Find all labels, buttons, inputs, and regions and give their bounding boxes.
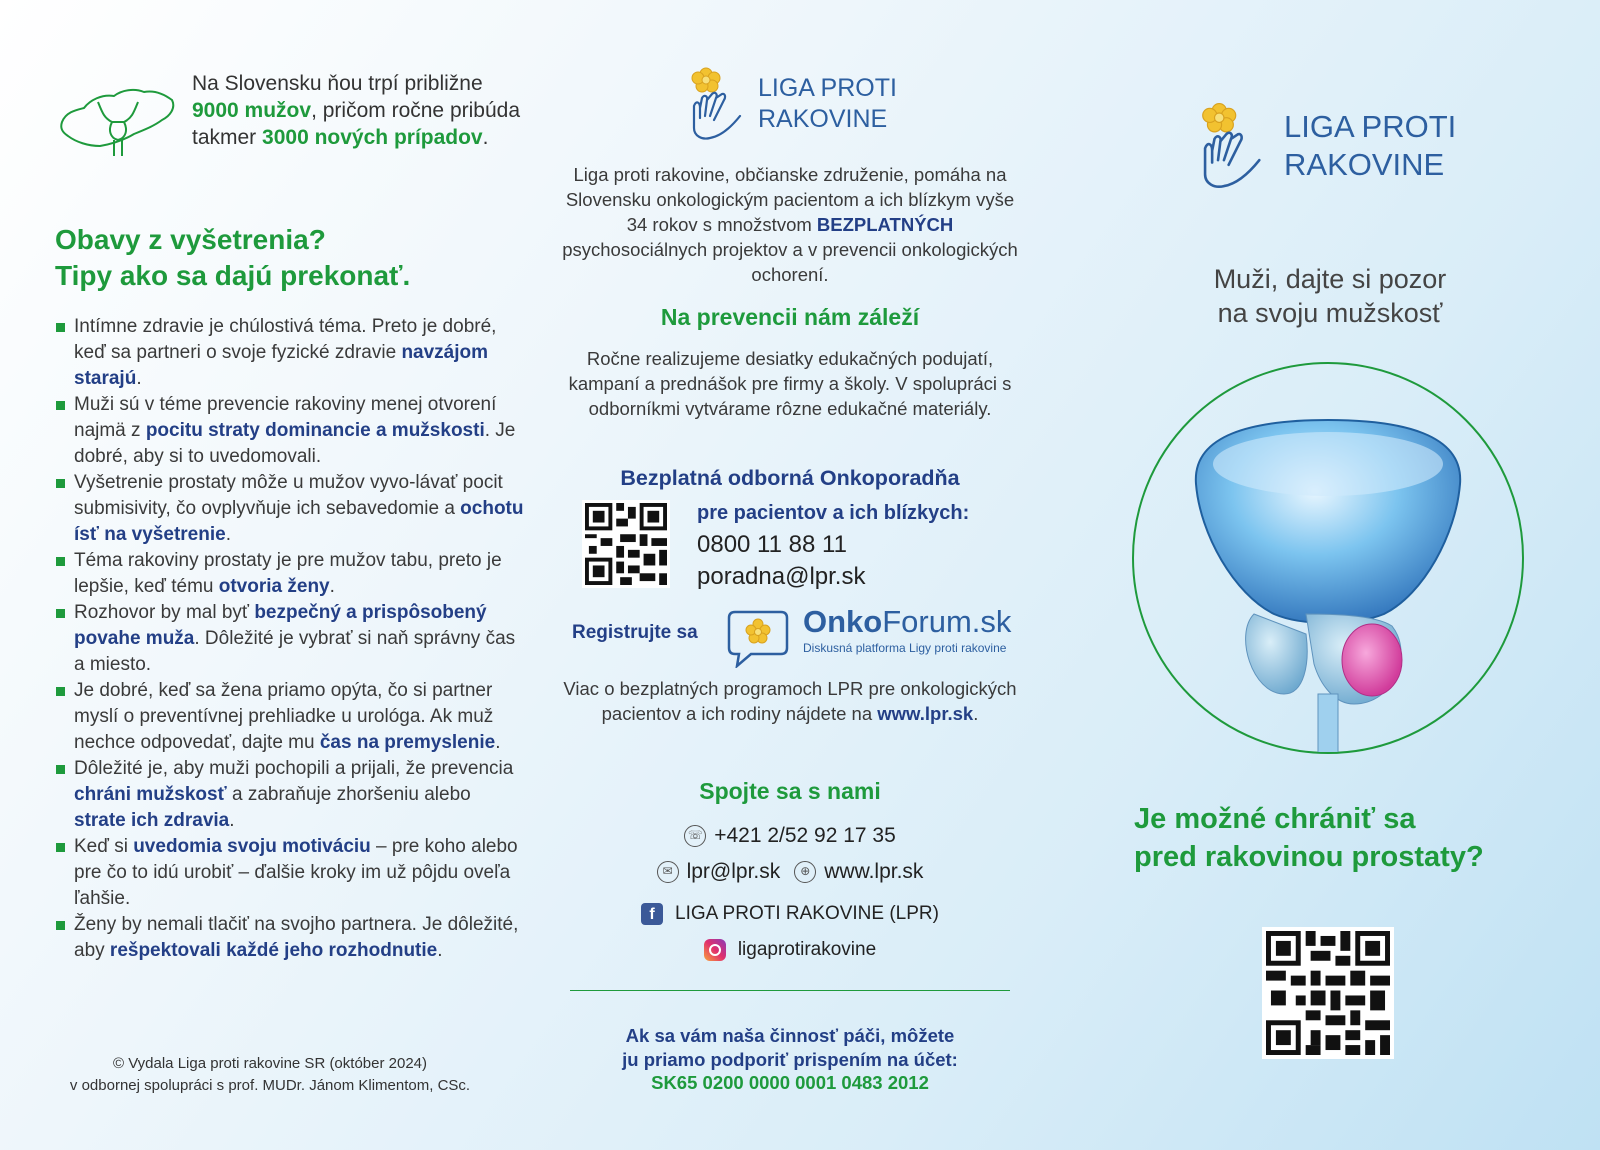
web-link[interactable]: www.lpr.sk: [824, 860, 924, 883]
facebook-icon: f: [641, 903, 663, 925]
qr-code-large[interactable]: [1262, 927, 1394, 1059]
facebook-row[interactable]: f LIGA PROTI RAKOVINE (LPR): [560, 903, 1020, 925]
list-item: Intímne zdravie je chúlostivá téma. Preto je dobré, keď sa partneri o svoje fyzické zdravie navzájom starajú.: [55, 314, 525, 392]
lpr-logo: LIGA PROTI RAKOVINE: [1198, 100, 1456, 192]
globe-icon: ⊕: [794, 861, 816, 883]
list-item: Muži sú v téme prevencie rakoviny menej otvorení najmä z pocitu straty dominancie a mužskosti. Je dobré, aby si to uvedomovali.: [55, 392, 525, 470]
lpr-logo: LIGA PROTI RAKOVINE: [688, 66, 897, 142]
prostate-illustration: [1132, 362, 1524, 754]
daffodil-hand-icon: [1198, 100, 1264, 192]
intro-paragraph: Liga proti rakovine, občianske združenie, pomáha na Slovensku onkologickým pacientom a ich blízkym vyše 34 rokov s množstvom BEZPLATNÝCH psychosociálnych projektov a v prevencii onkologických ochorení.: [562, 164, 1018, 285]
list-item: Je dobré, keď sa žena priamo opýta, čo si partner myslí o preventívnej prehliadke u urológa. Ak muž nechce odpovedať, dajte mu čas na premyslenie.: [55, 678, 525, 756]
list-item: Téma rakoviny prostaty je pre mužov tabu, preto je lepšie, keď tému otvoria ženy.: [55, 548, 525, 600]
education-paragraph: Ročne realizujeme desiatky edukačných podujatí, kampaní a prednášok pre firmy a školy. V spolupráci s odborníkmi vytvárame rôzne edukačné materiály.: [568, 348, 1012, 419]
list-item: Dôležité je, aby muži pochopili a prijali, že prevencia chráni mužskosť a zabraňuje zhoršeniu alebo strate ich zdravia.: [55, 756, 525, 834]
list-item: Rozhovor by mal byť bezpečný a prispôsobený povahe muža. Dôležité je vybrať si naň správny čas a miesto.: [55, 600, 525, 678]
list-item: Keď si uvedomia svoju motiváciu – pre koho alebo pre čo to idú urobiť – ďalšie kroky im už pôjdu oveľa ľahšie.: [55, 834, 525, 912]
middle-panel: [560, 0, 1020, 1150]
tips-list: [55, 314, 525, 964]
advice-email-link[interactable]: poradna@lpr.sk: [697, 563, 866, 590]
contact-heading: Spojte sa s nami: [699, 778, 881, 804]
advice-phone-link[interactable]: 0800 11 88 11: [697, 531, 847, 558]
instagram-row[interactable]: ligaprotirakovine: [560, 939, 1020, 961]
list-item: Ženy by nemali tlačiť na svojho partnera. Je dôležité, aby rešpektovali každé jeho rozhodnutie.: [55, 912, 525, 964]
prevention-heading: Na prevencii nám záleží: [660, 304, 920, 330]
email-link[interactable]: lpr@lpr.sk: [686, 860, 781, 883]
programs-paragraph: Viac o bezplatných programoch LPR pre onkologických pacientov a ich rodiny nájdete na www.lpr.sk.: [563, 678, 1017, 724]
left-panel: [0, 0, 530, 1150]
chat-bubble-daffodil-icon: [727, 608, 789, 668]
slovakia-map-bladder-icon: [58, 82, 178, 164]
phone-row[interactable]: ☏ +421 2/52 92 17 35: [560, 824, 1020, 848]
qr-code-small[interactable]: [582, 500, 670, 588]
daffodil-hand-icon: [688, 66, 744, 142]
prevention-question: Je možné chrániť sa pred rakovinou prostaty?: [1134, 803, 1484, 873]
stat-men-count: 9000 mužov: [192, 99, 312, 122]
register-label: Registrujte sa: [572, 622, 698, 643]
onkoforum-logo[interactable]: OnkoForum.sk Diskusná platforma Ligy proti rakovine: [803, 604, 1012, 655]
envelope-icon: ✉: [657, 861, 679, 883]
advice-heading: Bezplatná odborná Onkoporadňa: [620, 466, 960, 490]
bank-account: SK65 0200 0000 0001 0483 2012: [651, 1072, 929, 1093]
phone-icon: ☏: [684, 825, 706, 847]
right-panel: [1100, 0, 1600, 1150]
lpr-web-link[interactable]: www.lpr.sk: [877, 703, 974, 724]
prevalence-statement: Na Slovensku ňou trpí približne 9000 mužov, pričom ročne pribúda takmer 3000 nových prípadov.: [192, 72, 520, 149]
divider: [570, 990, 1010, 991]
advice-contacts: pre pacientov a ich blízkych: 0800 11 88 11 poradna@lpr.sk: [697, 497, 969, 593]
instagram-icon: [704, 939, 726, 961]
stat-new-cases: 3000 nových prípadov: [262, 126, 483, 149]
tips-heading: Obavy z vyšetrenia? Tipy ako sa dajú prekonať.: [55, 224, 411, 291]
copyright-note: © Vydala Liga proti rakovine SR (október 2024) v odbornej spolupráci s prof. MUDr. Jánom Klimentom, CSc.: [69, 1055, 471, 1094]
list-item: Vyšetrenie prostaty môže u mužov vyvo-lávať pocit submisivity, čo ovplyvňuje ich sebavedomie a ochotu ísť na vyšetrenie.: [55, 470, 525, 548]
tagline: Muži, dajte si pozor na svoju mužskosť: [1213, 264, 1447, 328]
email-web-row: [560, 860, 1020, 884]
support-text: Ak sa vám naša činnosť páči, môžete ju priamo podporiť prispením na účet:: [622, 1025, 958, 1070]
